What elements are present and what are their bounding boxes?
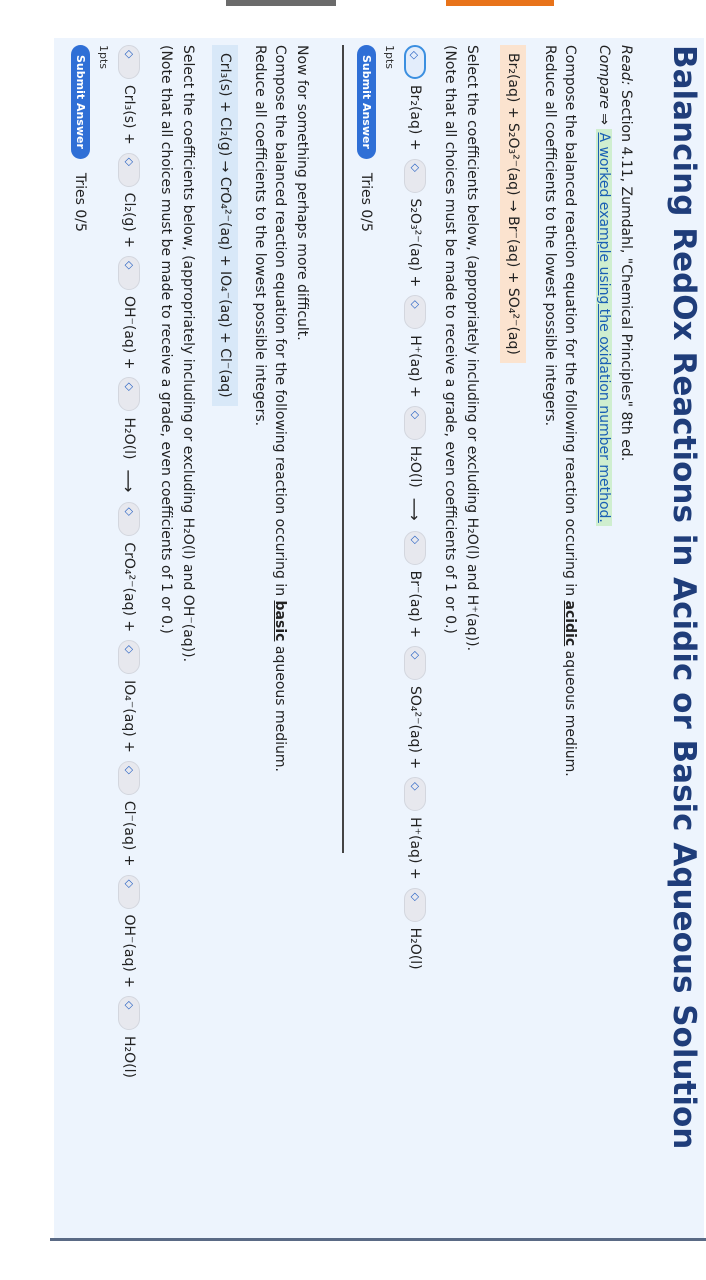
p2-tries: Tries 0/5 xyxy=(72,172,89,232)
p2-coef-select-9[interactable] xyxy=(118,996,140,1030)
p2-lead: Now for something perhaps more difficult. xyxy=(294,45,310,341)
compare-label: Compare ⇒ xyxy=(596,45,612,125)
p1-coef-select-5[interactable] xyxy=(404,531,426,565)
p1-intro-pre: Compose the balanced reaction equation for the following reaction occuring in xyxy=(562,45,578,601)
p1-term-7: H⁺(aq) + xyxy=(407,817,423,880)
p2-reaction-arrow: ⟶ xyxy=(119,469,139,493)
p2-coef-select-7[interactable] xyxy=(118,761,140,795)
p2-term-2: Cl₂(g) + xyxy=(121,192,137,248)
p2-term-4: H₂O(l) xyxy=(121,417,137,460)
read-line xyxy=(616,45,636,461)
p1-coef-select-1[interactable] xyxy=(404,45,426,79)
page-title: Balancing RedOx Reactions in Acidic or Basic Aqueous Solution xyxy=(666,45,702,1150)
p2-term-3: OH⁻(aq) + xyxy=(121,295,137,370)
p2-points: 1pts xyxy=(97,45,110,70)
p2-submit-row xyxy=(71,45,90,232)
p2-intro-pre: Compose the balanced reaction equation for the following reaction occuring in xyxy=(272,45,288,601)
p1-coef-select-4[interactable] xyxy=(404,406,426,440)
p2-medium: basic xyxy=(272,600,288,642)
p2-coef-select-4[interactable] xyxy=(118,377,140,411)
top-tab-orange xyxy=(446,0,554,6)
p1-note: (Note that all choices must be made to receive a grade, even coefficients of 1 or 0.) xyxy=(442,45,458,634)
p2-coef-select-8[interactable] xyxy=(118,875,140,909)
p1-medium: acidic xyxy=(562,600,578,647)
p2-term-1: CrI₃(s) + xyxy=(121,85,137,145)
panel-bottom-border xyxy=(50,1238,706,1241)
p1-reaction-arrow: ⟶ xyxy=(405,497,425,521)
p1-tries: Tries 0/5 xyxy=(358,172,375,232)
top-tab-gray xyxy=(226,0,336,6)
p2-term-7: Cl⁻(aq) + xyxy=(121,800,137,867)
p2-term-8: OH⁻(aq) + xyxy=(121,914,137,989)
p2-coef-select-1[interactable] xyxy=(118,45,140,79)
section-divider xyxy=(342,45,344,853)
p1-coef-select-6[interactable] xyxy=(404,646,426,680)
p1-coef-select-3[interactable] xyxy=(404,295,426,329)
p1-term-3: H⁺(aq) + xyxy=(407,335,423,398)
p1-select-text: Select the coefficients below, (appropriately including or excluding H₂O(l) and H⁺(aq)). xyxy=(464,45,480,652)
p1-submit-button[interactable]: Submit Answer xyxy=(357,45,376,159)
p1-submit-row xyxy=(357,45,376,232)
p1-term-8: H₂O(l) xyxy=(407,927,423,970)
p1-term-5: Br⁻(aq) + xyxy=(407,570,423,638)
read-text: Section 4.11, Zumdahl, "Chemical Principles" 8th ed. xyxy=(618,89,634,462)
p1-equation-row xyxy=(402,45,428,978)
p2-equation-row xyxy=(116,45,142,1086)
p1-term-6: SO₄²⁻(aq) + xyxy=(407,686,423,770)
p1-coef-select-7[interactable] xyxy=(404,777,426,811)
p2-reduce: Reduce all coefficients to the lowest possible integers. xyxy=(252,45,268,427)
p2-term-9: H₂O(l) xyxy=(121,1036,137,1078)
p1-term-4: H₂O(l) xyxy=(407,445,423,488)
compare-line xyxy=(594,45,614,526)
read-label: Read: xyxy=(618,45,634,86)
p2-intro xyxy=(270,45,290,772)
p2-term-5: CrO₄²⁻(aq) + xyxy=(121,542,137,633)
p2-coef-select-2[interactable] xyxy=(118,153,140,187)
p2-coef-select-3[interactable] xyxy=(118,256,140,290)
p1-term-2: S₂O₃²⁻(aq) + xyxy=(407,198,423,288)
p2-submit-button[interactable]: Submit Answer xyxy=(71,45,90,159)
p1-reduce: Reduce all coefficients to the lowest possible integers. xyxy=(542,45,558,427)
p1-intro xyxy=(560,45,580,777)
p2-term-6: IO₄⁻(aq) + xyxy=(121,680,137,753)
p1-term-1: Br₂(aq) + xyxy=(407,85,423,151)
p1-reaction-box: Br₂(aq) + S₂O₃²⁻(aq) → Br⁻(aq) + SO₄²⁻(aq) xyxy=(500,45,526,363)
p1-coef-select-8[interactable] xyxy=(404,888,426,922)
p1-points: 1pts xyxy=(383,45,396,70)
p1-coef-select-2[interactable] xyxy=(404,159,426,193)
worked-example-link[interactable]: A worked example using the oxidation number method. xyxy=(596,129,612,525)
p2-intro-post: aqueous medium. xyxy=(272,641,288,772)
p1-intro-post: aqueous medium. xyxy=(562,646,578,777)
p2-coef-select-5[interactable] xyxy=(118,502,140,536)
p2-reaction-box: CrI₃(s) + Cl₂(g) → CrO₄²⁻(aq) + IO₄⁻(aq) + Cl⁻(aq) xyxy=(212,45,238,406)
p2-select-text: Select the coefficients below, (appropriately including or excluding H₂O(l) and OH⁻(aq)). xyxy=(180,45,196,663)
p2-note: (Note that all choices must be made to receive a grade, even coefficients of 1 or 0.) xyxy=(158,45,174,634)
rotated-content xyxy=(64,45,704,1225)
p2-coef-select-6[interactable] xyxy=(118,640,140,674)
